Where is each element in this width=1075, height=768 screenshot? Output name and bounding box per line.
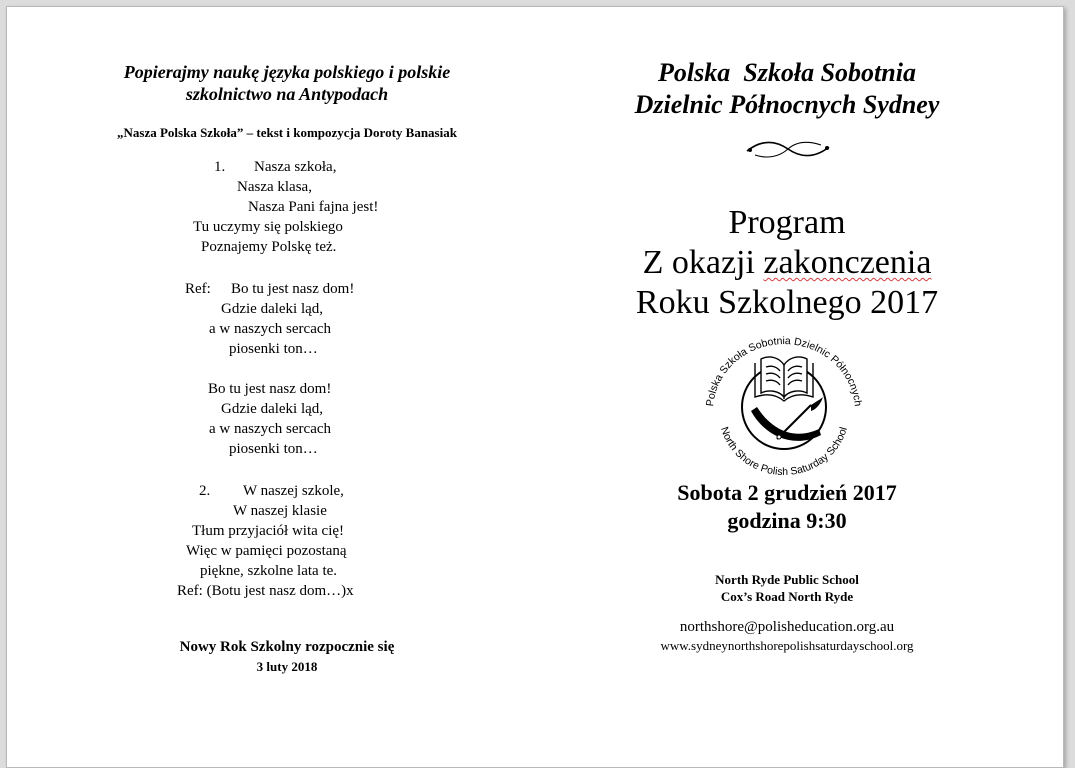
motto-line-1: Popierajmy naukę języka polskiego i polskie	[123, 62, 451, 82]
verse1-line-2: Nasza klasa,	[237, 179, 312, 195]
school-logo	[699, 329, 869, 479]
refrain1-line-4: piosenki ton…	[229, 341, 318, 357]
venue-name: North Ryde Public School	[715, 572, 859, 587]
school-name	[567, 57, 1007, 121]
boomerang-icon	[751, 407, 821, 441]
motto-heading	[77, 61, 497, 105]
refrain1-line-1: Bo tu jest nasz dom!	[231, 281, 355, 297]
verse2-line-5: piękne, szkolne lata te.	[200, 563, 338, 579]
flourish-ornament	[745, 137, 831, 163]
refrain2-line-2: Gdzie daleki ląd,	[221, 401, 324, 417]
logo-bottom-text: North Shore Polish Saturday School	[718, 425, 850, 479]
refrain1-line-3: a w naszych sercach	[209, 321, 332, 337]
new-year-date: 3 luty 2018	[256, 659, 318, 674]
refrain2-line-4: piosenki ton…	[229, 441, 318, 457]
school-name-line-1: Polska Szkoła Sobotnia	[658, 58, 916, 87]
contact-website: www.sydneynorthshorepolishsaturdayschool.org	[660, 638, 914, 653]
venue-address: Cox’s Road North Ryde	[720, 589, 854, 604]
program-line-2	[567, 243, 1007, 283]
verse1-line-3: Nasza Pani fajna jest!	[248, 199, 379, 215]
book-icon	[755, 357, 813, 401]
program-line-2-a: Z okazji	[642, 244, 764, 281]
document-page	[6, 6, 1064, 768]
verse2-line-2: W naszej klasie	[233, 503, 327, 519]
refrain1-line-2: Gdzie daleki ląd,	[221, 301, 324, 317]
refrain2-line-3: a w naszych sercach	[209, 421, 332, 437]
verse1-line-4: Tu uczymy się polskiego	[193, 219, 343, 235]
verse2-number: 2.	[199, 483, 211, 499]
contact-email: northshore@polisheducation.org.au	[679, 619, 895, 635]
logo-top-text: Polska Szkoła Sobotnia Dzielnic Północnych	[704, 335, 864, 407]
school-name-line-2: Dzielnic Północnych Sydney	[634, 90, 940, 119]
motto-line-2: szkolnictwo na Antypodach	[185, 84, 389, 104]
program-line-1: Program	[728, 204, 846, 241]
refrain-label: Ref:	[185, 281, 211, 297]
verse2-line-6: Ref: (Botu jest nasz dom…)x	[177, 583, 354, 599]
song-title: „Nasza Polska Szkoła” – tekst i kompozycja Doroty Banasiak	[117, 125, 457, 140]
event-date: Sobota 2 grudzień 2017	[677, 480, 897, 505]
verse1-line-5: Poznajemy Polskę też.	[201, 239, 337, 255]
new-year-notice: Nowy Rok Szkolny rozpocznie się	[179, 639, 395, 655]
verse1-number: 1.	[214, 159, 226, 175]
program-title	[567, 203, 1007, 323]
program-line-2-b: zakonczenia	[763, 244, 932, 281]
program-line-3: Roku Szkolnego 2017	[635, 284, 939, 321]
verse2-line-3: Tłum przyjaciół wita cię!	[192, 523, 345, 539]
verse1-line-1: Nasza szkoła,	[254, 159, 337, 175]
refrain2-line-1: Bo tu jest nasz dom!	[208, 381, 332, 397]
verse2-line-1: W naszej szkole,	[243, 483, 344, 499]
event-time: godzina 9:30	[727, 508, 847, 533]
verse2-line-4: Więc w pamięci pozostaną	[186, 543, 347, 559]
